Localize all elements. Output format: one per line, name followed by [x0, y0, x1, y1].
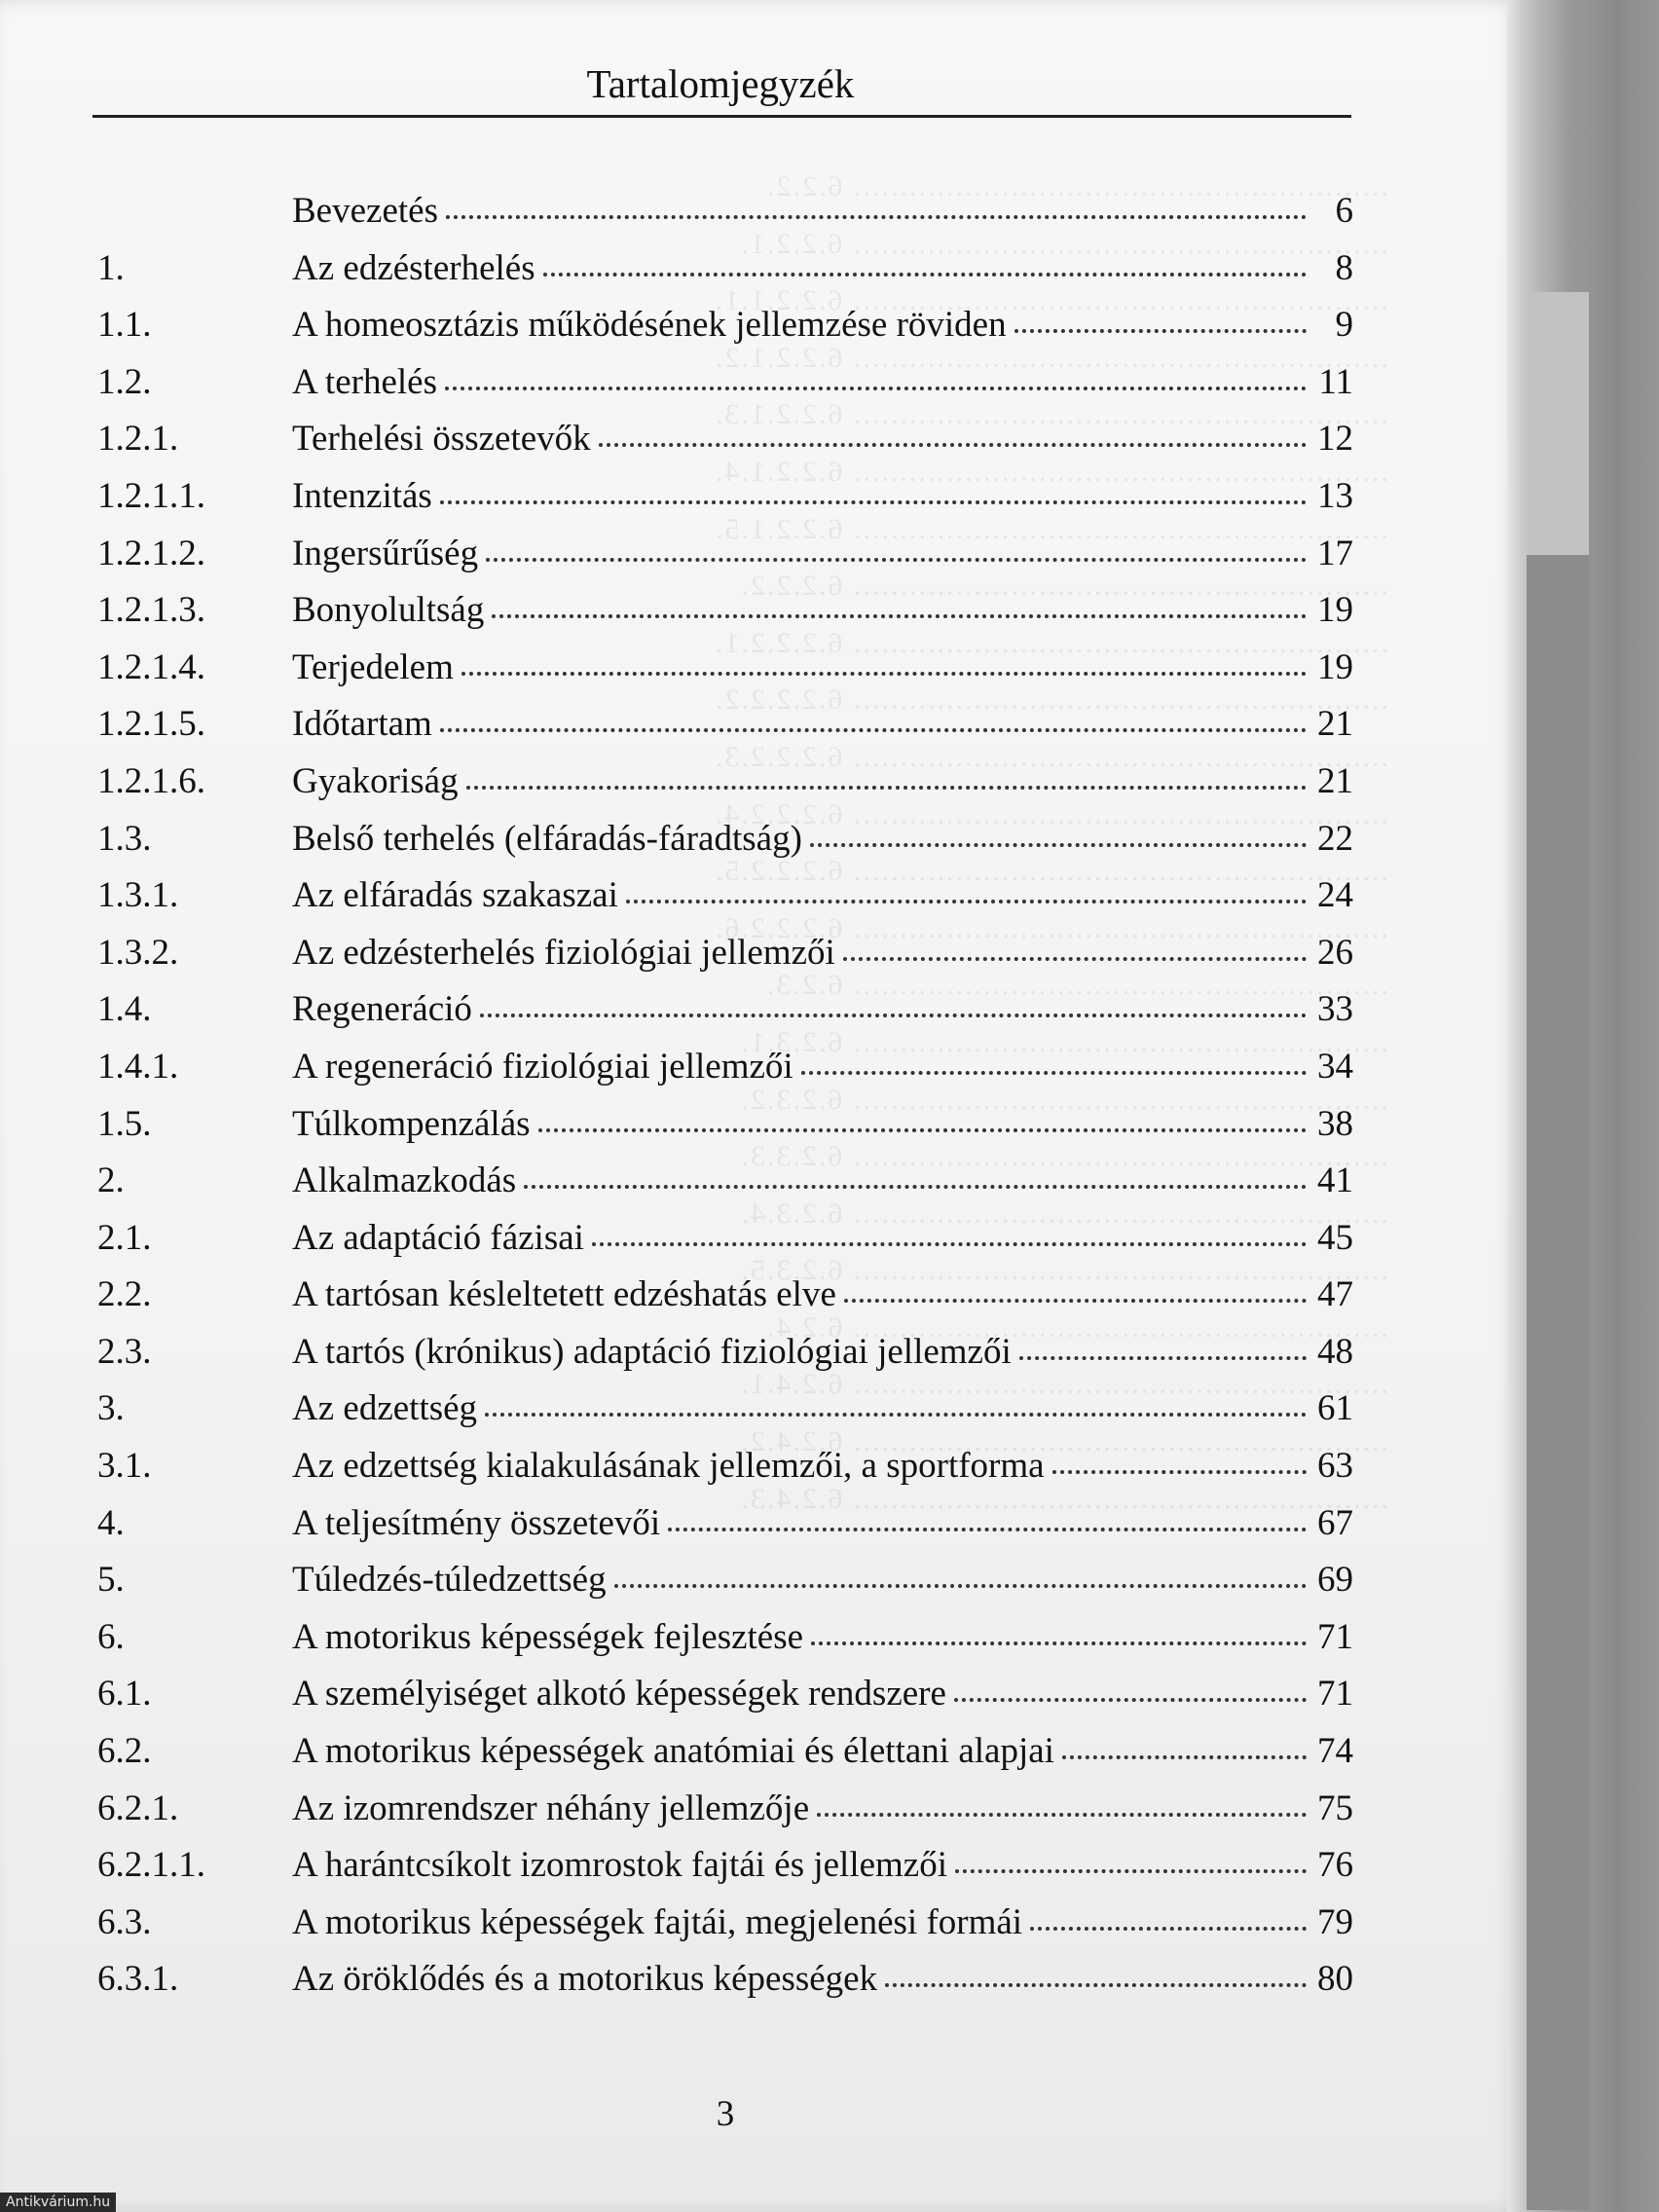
toc-entry-number: 2.	[97, 1161, 125, 1201]
toc-entry-page: 48	[1317, 1331, 1353, 1372]
toc-entry-page: 67	[1317, 1502, 1353, 1543]
toc-entry-title: Regeneráció	[292, 989, 472, 1030]
toc-entry-number: 6.3.	[97, 1901, 152, 1942]
toc-entry-number: 1.	[97, 247, 125, 288]
header-divider	[92, 115, 1351, 118]
toc-entry-title: Túledzés-túledzettség	[292, 1560, 607, 1601]
dot-leader	[543, 273, 1307, 276]
toc-entry-number: 1.5.	[97, 1103, 152, 1144]
toc-entry-page: 71	[1317, 1616, 1353, 1657]
toc-entry-title: A terhelés	[292, 361, 437, 402]
dot-leader	[440, 728, 1307, 732]
toc-entry	[97, 1502, 1353, 1560]
toc-entry-title: A regeneráció fiziológiai jellemzői	[292, 1046, 793, 1087]
dot-leader	[524, 1185, 1307, 1189]
dot-leader	[817, 1813, 1307, 1817]
toc-entry-title: Intenzitás	[292, 475, 432, 516]
dot-leader	[446, 215, 1307, 219]
page-number: 3	[716, 2094, 735, 2134]
dot-leader	[954, 1698, 1307, 1702]
toc-entry	[97, 1788, 1353, 1845]
toc-entry-page: 17	[1317, 533, 1353, 573]
toc-entry-page: 69	[1317, 1560, 1353, 1601]
toc-entry-number: 2.2.	[97, 1274, 152, 1315]
toc-entry-title: A személyiséget alkotó képességek rendszere	[292, 1674, 946, 1714]
toc-entry	[97, 247, 1353, 305]
dot-leader	[592, 1242, 1307, 1246]
dot-leader	[955, 1869, 1307, 1873]
toc-entry	[97, 1559, 1353, 1616]
toc-entry-page: 76	[1317, 1845, 1353, 1886]
toc-entry-page: 19	[1317, 590, 1353, 631]
toc-entry-number: 6.2.1.1.	[97, 1845, 205, 1886]
toc-entry-title: Ingersűrűség	[292, 533, 479, 573]
toc-entry	[97, 1673, 1353, 1730]
toc-entry-number: 1.2.1.1.	[97, 475, 205, 516]
toc-entry	[97, 1160, 1353, 1217]
toc-entry	[97, 1445, 1353, 1502]
toc-entry-number: 3.1.	[97, 1446, 152, 1487]
toc-entry-title: Gyakoriság	[292, 760, 459, 801]
dot-leader	[599, 443, 1307, 447]
toc-entry-page: 24	[1317, 875, 1353, 916]
toc-entry	[97, 361, 1353, 419]
toc-entry-title: Terjedelem	[292, 646, 454, 687]
toc-entry-number: 6.	[97, 1616, 125, 1657]
toc-entry-title: A motorikus képességek anatómiai és élettani alapjai	[292, 1731, 1054, 1772]
toc-entry-page: 21	[1317, 760, 1353, 801]
toc-entry-number: 5.	[97, 1560, 125, 1601]
dot-leader	[1062, 1755, 1307, 1759]
toc-entry	[97, 1387, 1353, 1445]
toc-entry	[97, 1901, 1353, 1959]
toc-entry	[97, 874, 1353, 932]
page-title: Tartalomjegyzék	[586, 61, 855, 106]
edge-band-light	[1527, 292, 1589, 555]
toc-entry-number: 2.3.	[97, 1331, 152, 1372]
toc-entry	[97, 1046, 1353, 1103]
toc-entry-page: 80	[1317, 1959, 1353, 2000]
dot-leader	[445, 387, 1307, 390]
toc-entry-number: 1.2.1.	[97, 419, 179, 460]
toc-entry-title: Alkalmazkodás	[292, 1161, 517, 1201]
toc-entry-page: 79	[1317, 1901, 1353, 1942]
toc-entry-page: 61	[1317, 1388, 1353, 1429]
toc-entry-title: Az edzettség kialakulásának jellemzői, a sportforma	[292, 1446, 1045, 1487]
toc-entry-page: 21	[1317, 704, 1353, 745]
dot-leader	[486, 558, 1307, 562]
toc-entry-title: Túlkompenzálás	[292, 1103, 531, 1144]
toc-entry-page: 47	[1317, 1274, 1353, 1315]
toc-entry	[97, 932, 1353, 989]
toc-entry-page: 13	[1317, 475, 1353, 516]
toc-entry	[97, 1331, 1353, 1388]
toc-entry-title: Az öröklődés és a motorikus képességek	[292, 1959, 878, 2000]
toc-entry	[97, 589, 1353, 646]
toc-entry-title: A teljesítmény összetevői	[292, 1502, 661, 1543]
toc-entry-title: A tartós (krónikus) adaptáció fiziológiai jellemzői	[292, 1331, 1012, 1372]
toc-entry-number: 6.1.	[97, 1674, 152, 1714]
dot-leader	[466, 786, 1307, 790]
toc-entry-page: 75	[1317, 1788, 1353, 1828]
toc-entry-page: 34	[1317, 1046, 1353, 1087]
toc-entry-title: A motorikus képességek fejlesztése	[292, 1616, 804, 1657]
dot-leader	[492, 614, 1307, 618]
toc-entry-page: 74	[1317, 1731, 1353, 1772]
toc-entry	[97, 703, 1353, 760]
toc-entry-number: 1.4.	[97, 989, 152, 1030]
toc-entry	[97, 418, 1353, 475]
toc-entry-number: 6.3.1.	[97, 1959, 179, 2000]
toc-entry-title: A tartósan késleltetett edzéshatás elve	[292, 1274, 836, 1315]
toc-entry	[97, 646, 1353, 704]
toc-entry-number: 1.2.1.4.	[97, 646, 205, 687]
toc-entry-title: Az edzettség	[292, 1388, 478, 1429]
dot-leader	[485, 1413, 1307, 1417]
dot-leader	[843, 957, 1307, 961]
dot-leader	[885, 1983, 1307, 1987]
toc-entry-title: Belső terhelés (elfáradás-fáradtság)	[292, 818, 802, 859]
toc-entry-number: 1.2.1.2.	[97, 533, 205, 573]
dot-leader	[480, 1014, 1307, 1017]
toc-entry-number: 1.2.1.3.	[97, 590, 205, 631]
toc-entry-number: 1.4.1.	[97, 1046, 179, 1087]
toc-entry-title: Terhelési összetevők	[292, 419, 591, 460]
toc-entry-title: Az elfáradás szakaszai	[292, 875, 618, 916]
dot-leader	[614, 1584, 1307, 1588]
watermark: Antikvárium.hu	[0, 2193, 116, 2212]
dot-leader	[461, 672, 1307, 676]
dot-leader	[626, 900, 1307, 903]
toc-entry	[97, 1844, 1353, 1901]
toc-entry-number: 1.3.	[97, 818, 152, 859]
toc-entry-page: 41	[1317, 1161, 1353, 1201]
dot-leader	[1019, 1356, 1307, 1360]
toc-entry	[97, 304, 1353, 361]
toc-entry-page: 33	[1317, 989, 1353, 1030]
toc-entry	[97, 818, 1353, 875]
toc-entry	[97, 1730, 1353, 1788]
dot-leader	[1014, 329, 1307, 333]
toc-entry-number: 4.	[97, 1502, 125, 1543]
toc-entry-title: A motorikus képességek fajtái, megjelenési formái	[292, 1901, 1023, 1942]
toc-entry-title: Időtartam	[292, 704, 432, 745]
toc-entry-page: 8	[1335, 247, 1353, 288]
toc-entry-number: 1.1.	[97, 305, 152, 346]
toc-entry-number: 1.2.1.6.	[97, 760, 205, 801]
toc-entry-number: 1.3.1.	[97, 875, 179, 916]
toc-entry-page: 38	[1317, 1103, 1353, 1144]
toc-entry-title: Az edzésterhelés fiziológiai jellemzői	[292, 932, 835, 973]
dot-leader	[1052, 1470, 1307, 1474]
dot-leader	[811, 1641, 1307, 1645]
toc-entry	[97, 1273, 1353, 1331]
toc-entry	[97, 475, 1353, 533]
toc-entry-title: Az izomrendszer néhány jellemzője	[292, 1788, 810, 1828]
toc-entry	[97, 533, 1353, 590]
toc-entry-title: Bonyolultság	[292, 590, 485, 631]
toc-entry	[97, 988, 1353, 1046]
toc-entry-page: 6	[1335, 191, 1353, 231]
dot-leader	[801, 1071, 1307, 1075]
toc-entry-title: Az adaptáció fázisai	[292, 1217, 584, 1258]
toc-entry-number: 2.1.	[97, 1217, 152, 1258]
toc-entry-page: 12	[1317, 419, 1353, 460]
dot-leader	[668, 1528, 1307, 1531]
toc-entry-title: Az edzésterhelés	[292, 247, 535, 288]
toc-entry-number: 1.2.	[97, 361, 152, 402]
dot-leader	[538, 1128, 1307, 1132]
show-through-text: .......................................................... 6.2.2. .......................................................... 6.2.2.1. .......................................................... 6.2.2.1.1. .......................................................... 6.2.2.1.2. .......................................................... 6.2.2.1.3. .......................................................... 6.2.2.1.4. .......................................................... 6.2.2.1.5. .......................................................... 6.2.2.2. .......................................................... 6.2.2.2.1. .......................................................... 6.2.2.2.2. .......................................................... 6.2.2.2.3. .......................................................... 6.2.2.2.4. .......................................................... 6.2.2.2.5. .......................................................... 6.2.2.2.6. .......................................................... 6.2.3. .......................................................... 6.2.3.1. .......................................................... 6.2.3.2. .......................................................... 6.2.3.3. .......................................................... 6.2.3.4. .......................................................... 6.2.3.5. .......................................................... 6.2.4. .......................................................... 6.2.4.1. .......................................................... 6.2.4.2. .......................................................... 6.2.4.3.	[714, 170, 1388, 1515]
toc-entry-page: 45	[1317, 1217, 1353, 1258]
toc-entry-number: 6.2.	[97, 1731, 152, 1772]
edge-band-dark	[1527, 555, 1589, 2210]
dot-leader	[1030, 1927, 1307, 1931]
table-of-contents	[97, 190, 1353, 2015]
toc-entry	[97, 1103, 1353, 1161]
toc-entry-page: 19	[1317, 646, 1353, 687]
toc-entry	[97, 190, 1353, 247]
dot-leader	[844, 1299, 1307, 1303]
toc-entry-page: 71	[1317, 1674, 1353, 1714]
dot-leader	[440, 500, 1307, 504]
toc-entry-page: 22	[1317, 818, 1353, 859]
toc-entry	[97, 760, 1353, 818]
toc-entry-page: 9	[1335, 305, 1353, 346]
toc-entry	[97, 1958, 1353, 2015]
toc-entry-number: 1.2.1.5.	[97, 704, 205, 745]
dot-leader	[810, 843, 1307, 847]
toc-entry	[97, 1616, 1353, 1674]
toc-entry-number: 1.3.2.	[97, 932, 179, 973]
toc-entry-page: 63	[1317, 1446, 1353, 1487]
toc-entry-title: Bevezetés	[292, 191, 438, 231]
toc-entry	[97, 1217, 1353, 1274]
toc-entry-title: A harántcsíkolt izomrostok fajtái és jellemzői	[292, 1845, 948, 1886]
toc-entry-number: 6.2.1.	[97, 1788, 179, 1828]
toc-entry-page: 11	[1318, 361, 1353, 402]
toc-entry-page: 26	[1317, 932, 1353, 973]
toc-entry-title: A homeosztázis működésének jellemzése röviden	[292, 305, 1007, 346]
toc-entry-number: 3.	[97, 1388, 125, 1429]
